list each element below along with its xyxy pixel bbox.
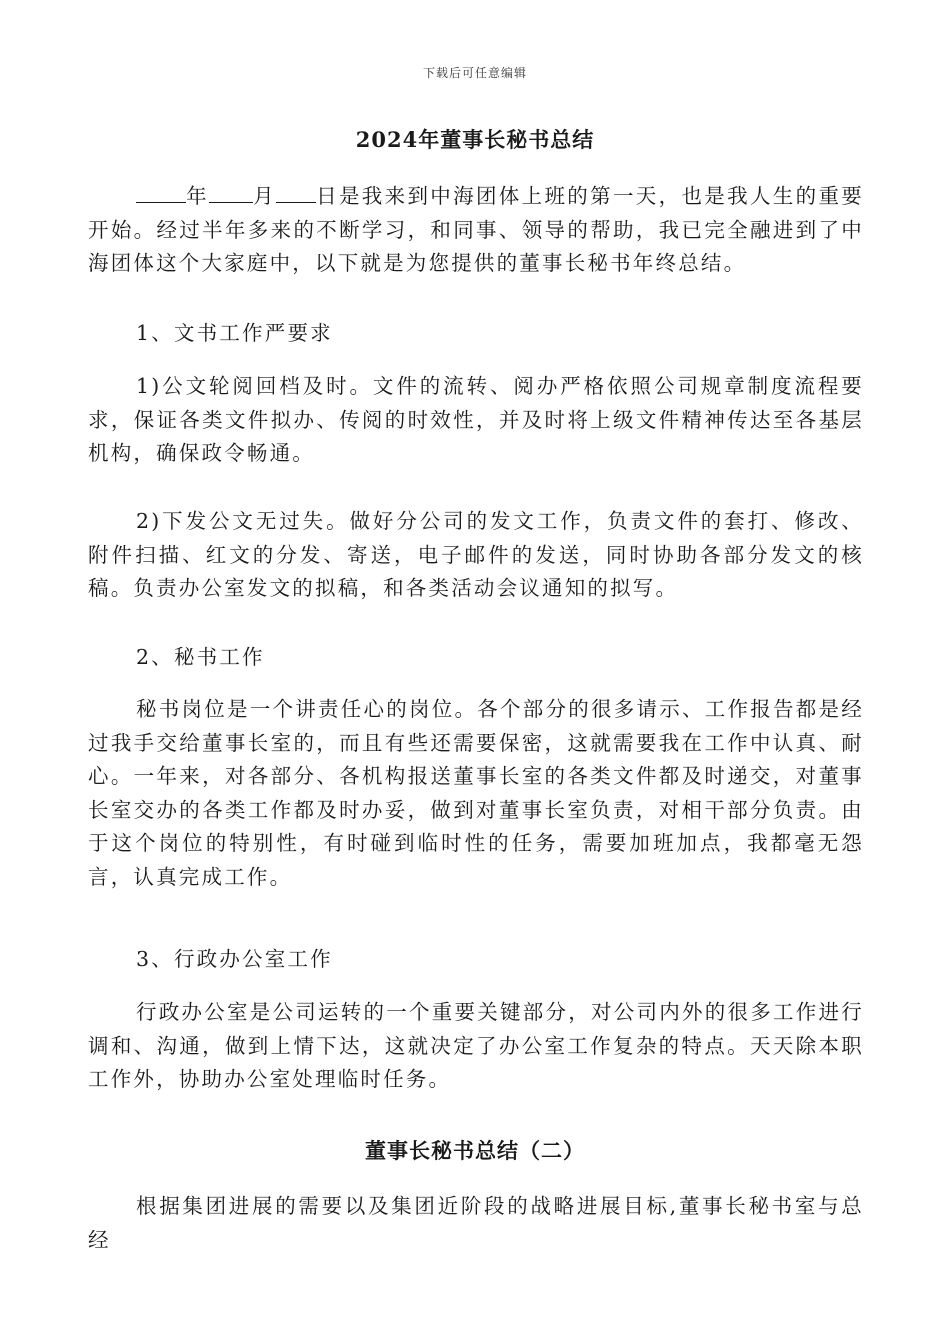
section-heading-2: 2、秘书工作 xyxy=(136,645,265,669)
intro-paragraph xyxy=(88,180,864,281)
subtitle: 董事长秘书总结（二） xyxy=(365,1138,585,1163)
month-suffix: 月 xyxy=(252,184,276,208)
blank-day xyxy=(276,184,316,203)
section-heading-3: 3、行政办公室工作 xyxy=(136,947,333,971)
section-heading-1: 1、文书工作严要求 xyxy=(136,321,333,345)
blank-month xyxy=(209,184,253,203)
section3-paragraph: 行政办公室是公司运转的一个重要关键部分，对公司内外的很多工作进行调和、沟通，做到上情下达，这就决定了办公室工作复杂的特点。天天除本职工作外，协助办公室处理临时任务。 xyxy=(88,1000,864,1091)
document-title: 2024年董事长秘书总结 xyxy=(355,127,595,152)
part2-paragraph: 根据集团进展的需要以及集团近阶段的战略进展目标,董事长秘书室与总经 xyxy=(88,1194,864,1252)
intro-text: 日是我来到中海团体上班的第一天，也是我人生的重要开始。经过半年多来的不断学习，和同事、领导的帮助，我已完全融进到了中海团体这个大家庭中，以下就是为您提供的董事长秘书年终总结。 xyxy=(88,184,865,275)
header-note: 下载后可任意编辑 xyxy=(422,66,527,80)
year-suffix: 年 xyxy=(186,184,209,208)
section2-paragraph: 秘书岗位是一个讲责任心的岗位。各个部分的很多请示、工作报告都是经过我手交给董事长室的，而且有些还需要保密，这就需要我在工作中认真、耐心。一年来，对各部分、各机构报送董事长室的各类文件都及时递交，对董事长室交办的各类工作都及时办妥，做到对董事长室负责，对相干部分负责。由于这个岗位的特别性，有时碰到临时性的任务，需要加班加点，我都毫无怨言，认真完成工作。 xyxy=(88,697,864,889)
blank-year xyxy=(136,184,186,203)
section1-item2: 2)下发公文无过失。做好分公司的发文工作，负责文件的套打、修改、附件扫描、红文的分发、寄送，电子邮件的发送，同时协助各部分发文的核稿。负责办公室发文的拟稿，和各类活动会议通知的拟写。 xyxy=(88,509,864,600)
section1-item1: 1)公文轮阅回档及时。文件的流转、阅办严格依照公司规章制度流程要求，保证各类文件拟办、传阅的时效性，并及时将上级文件精神传达至各基层机构，确保政令畅通。 xyxy=(88,374,864,465)
